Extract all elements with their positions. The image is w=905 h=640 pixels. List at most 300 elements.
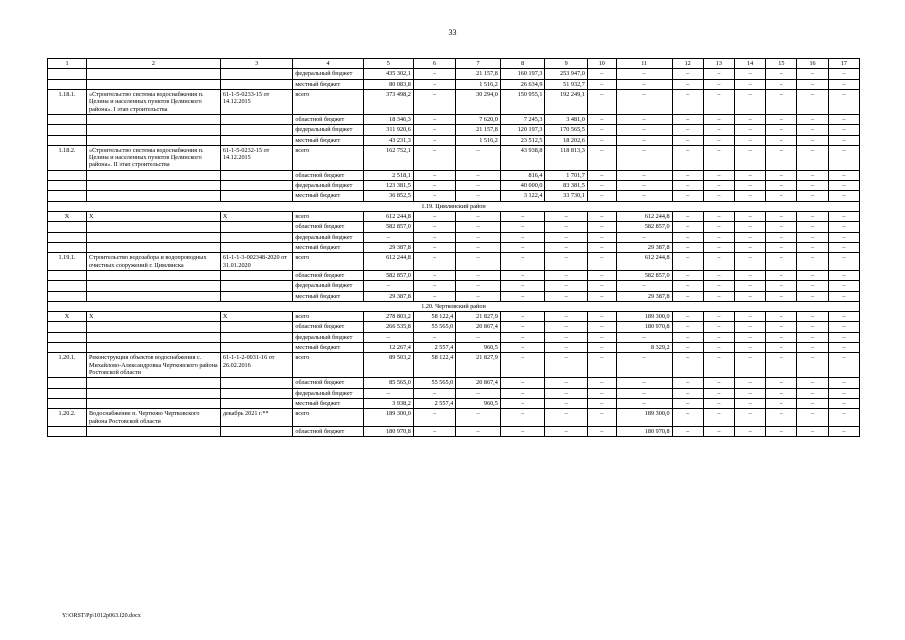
cell-c17: – bbox=[828, 232, 859, 242]
cell-c11: – bbox=[616, 181, 672, 191]
cell-c17: – bbox=[828, 312, 859, 322]
cell-c10: – bbox=[587, 232, 616, 242]
cell-c13: – bbox=[703, 181, 734, 191]
cell-c1 bbox=[48, 332, 87, 342]
cell-c6: 55 565,0 bbox=[413, 322, 455, 332]
cell-c1 bbox=[48, 181, 87, 191]
cell-c17: – bbox=[828, 291, 859, 301]
cell-c16: – bbox=[797, 353, 828, 378]
cell-c6: 2 557,4 bbox=[413, 398, 455, 408]
cell-c9: – bbox=[545, 253, 587, 271]
cell-c2: «Строительство системы водоснабжения п. Целина и населенных пунктов Целинского района». I этап строительства bbox=[87, 89, 221, 114]
cell-c14: – bbox=[735, 125, 766, 135]
cell-c14: – bbox=[735, 426, 766, 436]
cell-c9: – bbox=[545, 322, 587, 332]
cell-c7: 20 867,4 bbox=[456, 378, 501, 388]
cell-c3 bbox=[220, 322, 293, 332]
cell-c10: – bbox=[587, 89, 616, 114]
cell-c11: 189 300,0 bbox=[616, 312, 672, 322]
cell-c11: – bbox=[616, 125, 672, 135]
cell-c11: – bbox=[616, 388, 672, 398]
table-row bbox=[48, 322, 860, 332]
cell-c5: 2 518,1 bbox=[363, 170, 413, 180]
cell-c2: X bbox=[87, 212, 221, 222]
cell-c9: – bbox=[545, 409, 587, 427]
cell-c6: – bbox=[413, 409, 455, 427]
table-row bbox=[48, 212, 860, 222]
budget-table bbox=[47, 58, 860, 437]
table-row bbox=[48, 343, 860, 353]
cell-c16: – bbox=[797, 242, 828, 252]
cell-c7: – bbox=[456, 212, 501, 222]
table-row bbox=[48, 253, 860, 271]
cell-c13: – bbox=[703, 343, 734, 353]
cell-c1 bbox=[48, 322, 87, 332]
table-row bbox=[48, 79, 860, 89]
cell-c17: – bbox=[828, 426, 859, 436]
cell-c16: – bbox=[797, 312, 828, 322]
cell-c8: – bbox=[500, 212, 545, 222]
cell-c9: 170 565,5 bbox=[545, 125, 587, 135]
cell-c7: – bbox=[456, 332, 501, 342]
cell-c10: – bbox=[587, 125, 616, 135]
cell-c14: – bbox=[735, 322, 766, 332]
cell-c8: 23 512,5 bbox=[500, 135, 545, 145]
table-row bbox=[48, 222, 860, 232]
cell-c4: областной бюджет bbox=[293, 222, 363, 232]
cell-c16: – bbox=[797, 388, 828, 398]
cell-c17: – bbox=[828, 409, 859, 427]
cell-c15: – bbox=[766, 353, 797, 378]
cell-c16: – bbox=[797, 398, 828, 408]
cell-c14: – bbox=[735, 222, 766, 232]
cell-c5: 189 300,0 bbox=[363, 409, 413, 427]
cell-c12: – bbox=[672, 291, 703, 301]
cell-c12: – bbox=[672, 114, 703, 124]
table-header bbox=[48, 59, 860, 69]
cell-c7: – bbox=[456, 191, 501, 201]
cell-c15: – bbox=[766, 332, 797, 342]
cell-c14: – bbox=[735, 270, 766, 280]
cell-c14: – bbox=[735, 69, 766, 79]
cell-c15: – bbox=[766, 232, 797, 242]
cell-c11: 189 300,0 bbox=[616, 409, 672, 427]
table-row bbox=[48, 242, 860, 252]
cell-c4: областной бюджет bbox=[293, 322, 363, 332]
cell-c4: всего bbox=[293, 353, 363, 378]
cell-c7: 1 516,2 bbox=[456, 79, 501, 89]
cell-c13: – bbox=[703, 281, 734, 291]
table-row bbox=[48, 181, 860, 191]
cell-c10: – bbox=[587, 398, 616, 408]
cell-c1 bbox=[48, 388, 87, 398]
cell-c8: – bbox=[500, 322, 545, 332]
cell-c14: – bbox=[735, 242, 766, 252]
cell-c8: – bbox=[500, 343, 545, 353]
cell-c16: – bbox=[797, 145, 828, 170]
cell-c4: всего bbox=[293, 312, 363, 322]
cell-c11: – bbox=[616, 353, 672, 378]
cell-c16: – bbox=[797, 114, 828, 124]
cell-c9: – bbox=[545, 343, 587, 353]
cell-c11: 180 970,8 bbox=[616, 322, 672, 332]
cell-c4: всего bbox=[293, 409, 363, 427]
cell-c15: – bbox=[766, 170, 797, 180]
cell-c3 bbox=[220, 69, 293, 79]
table-row bbox=[48, 353, 860, 378]
cell-c16: – bbox=[797, 181, 828, 191]
cell-c15: – bbox=[766, 291, 797, 301]
cell-c9: 18 202,6 bbox=[545, 135, 587, 145]
cell-c4: федеральный бюджет bbox=[293, 388, 363, 398]
cell-c10: – bbox=[587, 145, 616, 170]
cell-c17: – bbox=[828, 135, 859, 145]
cell-c3 bbox=[220, 332, 293, 342]
cell-c3 bbox=[220, 378, 293, 388]
cell-c2 bbox=[87, 388, 221, 398]
cell-c5: 12 267,4 bbox=[363, 343, 413, 353]
cell-c12: – bbox=[672, 135, 703, 145]
table-row bbox=[48, 145, 860, 170]
cell-c9: – bbox=[545, 222, 587, 232]
cell-c7: – bbox=[456, 270, 501, 280]
cell-c11: 180 970,8 bbox=[616, 426, 672, 436]
cell-c15: – bbox=[766, 281, 797, 291]
cell-c16: – bbox=[797, 409, 828, 427]
cell-c5: 29 387,8 bbox=[363, 242, 413, 252]
cell-c12: – bbox=[672, 191, 703, 201]
cell-c9: – bbox=[545, 291, 587, 301]
cell-c14: – bbox=[735, 332, 766, 342]
table-row bbox=[48, 114, 860, 124]
cell-c13: – bbox=[703, 135, 734, 145]
cell-c13: – bbox=[703, 270, 734, 280]
cell-c17: – bbox=[828, 181, 859, 191]
cell-c14: – bbox=[735, 353, 766, 378]
cell-c7: 960,5 bbox=[456, 398, 501, 408]
cell-c9: – bbox=[545, 353, 587, 378]
cell-c12: – bbox=[672, 281, 703, 291]
cell-c8: – bbox=[500, 253, 545, 271]
cell-c3 bbox=[220, 242, 293, 252]
cell-c9: – bbox=[545, 212, 587, 222]
cell-c15: – bbox=[766, 89, 797, 114]
cell-c4: местный бюджет bbox=[293, 135, 363, 145]
cell-c17: – bbox=[828, 170, 859, 180]
cell-c10: – bbox=[587, 253, 616, 271]
table-row bbox=[48, 135, 860, 145]
cell-c4: местный бюджет bbox=[293, 291, 363, 301]
cell-c2: Водоснабжение п. Чертково Чертковского района Ростовской области bbox=[87, 409, 221, 427]
cell-c5: 80 083,8 bbox=[363, 79, 413, 89]
cell-c17: – bbox=[828, 191, 859, 201]
cell-c5: 582 857,0 bbox=[363, 222, 413, 232]
column-number-11: 11 bbox=[616, 59, 672, 69]
table-row bbox=[48, 388, 860, 398]
cell-c14: – bbox=[735, 135, 766, 145]
cell-c2: Реконструкция объектов водоснабжения с. Михайлово-Александровка Чертковского района Ростовской области bbox=[87, 353, 221, 378]
cell-c14: – bbox=[735, 170, 766, 180]
cell-c1 bbox=[48, 343, 87, 353]
cell-c8: – bbox=[500, 388, 545, 398]
cell-c7: – bbox=[456, 281, 501, 291]
cell-c11: – bbox=[616, 232, 672, 242]
cell-c6: 58 122,4 bbox=[413, 312, 455, 322]
cell-c6: – bbox=[413, 135, 455, 145]
cell-c9: – bbox=[545, 426, 587, 436]
cell-c5: 582 857,0 bbox=[363, 270, 413, 280]
cell-c8: – bbox=[500, 291, 545, 301]
cell-c13: – bbox=[703, 398, 734, 408]
column-number-12: 12 bbox=[672, 59, 703, 69]
cell-c13: – bbox=[703, 242, 734, 252]
cell-c12: – bbox=[672, 79, 703, 89]
cell-c5: 3 938,2 bbox=[363, 398, 413, 408]
cell-c14: – bbox=[735, 232, 766, 242]
cell-c10: – bbox=[587, 281, 616, 291]
cell-c12: – bbox=[672, 145, 703, 170]
cell-c16: – bbox=[797, 332, 828, 342]
cell-c16: – bbox=[797, 322, 828, 332]
cell-c12: – bbox=[672, 232, 703, 242]
cell-c8: – bbox=[500, 232, 545, 242]
cell-c13: – bbox=[703, 145, 734, 170]
table-row bbox=[48, 170, 860, 180]
column-number-9: 9 bbox=[545, 59, 587, 69]
cell-c9: – bbox=[545, 270, 587, 280]
cell-c6: – bbox=[413, 145, 455, 170]
column-number-17: 17 bbox=[828, 59, 859, 69]
cell-c12: – bbox=[672, 222, 703, 232]
cell-c10: – bbox=[587, 353, 616, 378]
cell-c16: – bbox=[797, 270, 828, 280]
cell-c15: – bbox=[766, 312, 797, 322]
cell-c17: – bbox=[828, 343, 859, 353]
cell-c6: – bbox=[413, 253, 455, 271]
column-number-5: 5 bbox=[363, 59, 413, 69]
cell-c11: 612 244,8 bbox=[616, 253, 672, 271]
cell-c13: – bbox=[703, 79, 734, 89]
cell-c3 bbox=[220, 191, 293, 201]
cell-c3: 61-1-1-3-002348-2020 от 31.01.2020 bbox=[220, 253, 293, 271]
cell-c3 bbox=[220, 270, 293, 280]
table-row bbox=[48, 232, 860, 242]
cell-c9: – bbox=[545, 281, 587, 291]
cell-c10: – bbox=[587, 270, 616, 280]
cell-c7: – bbox=[456, 145, 501, 170]
table-row bbox=[48, 291, 860, 301]
cell-c7: – bbox=[456, 222, 501, 232]
cell-c2 bbox=[87, 114, 221, 124]
cell-c6: – bbox=[413, 232, 455, 242]
cell-c2: X bbox=[87, 312, 221, 322]
cell-c5: 162 752,1 bbox=[363, 145, 413, 170]
cell-c5: 85 565,0 bbox=[363, 378, 413, 388]
column-number-4: 4 bbox=[293, 59, 363, 69]
cell-c1 bbox=[48, 242, 87, 252]
cell-c7: – bbox=[456, 409, 501, 427]
cell-c4: местный бюджет bbox=[293, 398, 363, 408]
cell-c3: 61-1-1-2-0031-16 от 26.02.2016 bbox=[220, 353, 293, 378]
cell-c14: – bbox=[735, 89, 766, 114]
cell-c11: – bbox=[616, 191, 672, 201]
cell-c1: 1.20.2. bbox=[48, 409, 87, 427]
cell-c16: – bbox=[797, 89, 828, 114]
cell-c15: – bbox=[766, 212, 797, 222]
cell-c9: – bbox=[545, 378, 587, 388]
cell-c5: 89 503,2 bbox=[363, 353, 413, 378]
cell-c6: – bbox=[413, 222, 455, 232]
cell-c5: 29 387,8 bbox=[363, 291, 413, 301]
cell-c10: – bbox=[587, 426, 616, 436]
cell-c13: – bbox=[703, 409, 734, 427]
cell-c8: – bbox=[500, 353, 545, 378]
cell-c1: 1.18.1. bbox=[48, 89, 87, 114]
cell-c9: 33 730,1 bbox=[545, 191, 587, 201]
cell-c11: 8 329,2 bbox=[616, 343, 672, 353]
cell-c3 bbox=[220, 343, 293, 353]
cell-c4: федеральный бюджет bbox=[293, 181, 363, 191]
cell-c17: – bbox=[828, 69, 859, 79]
cell-c7: – bbox=[456, 181, 501, 191]
cell-c12: – bbox=[672, 181, 703, 191]
cell-c5: 36 852,5 bbox=[363, 191, 413, 201]
cell-c6: – bbox=[413, 69, 455, 79]
cell-c7: – bbox=[456, 426, 501, 436]
cell-c10: – bbox=[587, 222, 616, 232]
column-number-6: 6 bbox=[413, 59, 455, 69]
cell-c3: 61-1-5-0232-15 от 14.12.2015 bbox=[220, 145, 293, 170]
cell-c16: – bbox=[797, 378, 828, 388]
cell-c13: – bbox=[703, 353, 734, 378]
cell-c2: «Строительство системы водоснабжения п. Целина и населенных пунктов Целинского района». II этап строительства bbox=[87, 145, 221, 170]
cell-c2 bbox=[87, 322, 221, 332]
cell-c15: – bbox=[766, 69, 797, 79]
cell-c17: – bbox=[828, 388, 859, 398]
cell-c16: – bbox=[797, 291, 828, 301]
cell-c6: – bbox=[413, 270, 455, 280]
cell-c7: – bbox=[456, 242, 501, 252]
table-row bbox=[48, 398, 860, 408]
cell-c6: – bbox=[413, 291, 455, 301]
cell-c7: 21 157,8 bbox=[456, 125, 501, 135]
table-row bbox=[48, 332, 860, 342]
cell-c15: – bbox=[766, 322, 797, 332]
cell-c12: – bbox=[672, 332, 703, 342]
cell-c11: 29 387,8 bbox=[616, 291, 672, 301]
cell-c4: всего bbox=[293, 89, 363, 114]
cell-c14: – bbox=[735, 312, 766, 322]
cell-c14: – bbox=[735, 281, 766, 291]
cell-c11: – bbox=[616, 89, 672, 114]
cell-c4: местный бюджет bbox=[293, 79, 363, 89]
cell-c1 bbox=[48, 426, 87, 436]
column-number-7: 7 bbox=[456, 59, 501, 69]
cell-c16: – bbox=[797, 170, 828, 180]
cell-c3 bbox=[220, 398, 293, 408]
cell-c1: 1.20.1. bbox=[48, 353, 87, 378]
cell-c8: 816,4 bbox=[500, 170, 545, 180]
cell-c17: – bbox=[828, 322, 859, 332]
cell-c15: – bbox=[766, 242, 797, 252]
cell-c11: – bbox=[616, 135, 672, 145]
cell-c14: – bbox=[735, 191, 766, 201]
column-number-8: 8 bbox=[500, 59, 545, 69]
cell-c5: 311 920,6 bbox=[363, 125, 413, 135]
table-row bbox=[48, 191, 860, 201]
cell-c16: – bbox=[797, 343, 828, 353]
cell-c7: 21 827,9 bbox=[456, 312, 501, 322]
cell-c1 bbox=[48, 232, 87, 242]
cell-c1 bbox=[48, 222, 87, 232]
cell-c13: – bbox=[703, 89, 734, 114]
cell-c1 bbox=[48, 191, 87, 201]
document-footer-path: Y:\ORST\Pp\1012p063.f20.docx bbox=[62, 613, 141, 619]
cell-c15: – bbox=[766, 409, 797, 427]
cell-c7: – bbox=[456, 388, 501, 398]
cell-c13: – bbox=[703, 232, 734, 242]
cell-c1 bbox=[48, 270, 87, 280]
cell-c11: – bbox=[616, 378, 672, 388]
cell-c2 bbox=[87, 69, 221, 79]
cell-c14: – bbox=[735, 388, 766, 398]
cell-c11: 612 244,8 bbox=[616, 212, 672, 222]
cell-c13: – bbox=[703, 212, 734, 222]
table-row bbox=[48, 270, 860, 280]
cell-c13: – bbox=[703, 322, 734, 332]
cell-c1 bbox=[48, 69, 87, 79]
cell-c1 bbox=[48, 135, 87, 145]
cell-c15: – bbox=[766, 426, 797, 436]
cell-c2: Строительство водозабора и водопроводных очистных сооружений г. Цимлянска bbox=[87, 253, 221, 271]
cell-c10: – bbox=[587, 191, 616, 201]
cell-c11: – bbox=[616, 79, 672, 89]
cell-c6: – bbox=[413, 79, 455, 89]
cell-c5: 435 302,1 bbox=[363, 69, 413, 79]
cell-c2 bbox=[87, 125, 221, 135]
cell-c7: – bbox=[456, 253, 501, 271]
cell-c9: – bbox=[545, 398, 587, 408]
table-row bbox=[48, 281, 860, 291]
cell-c15: – bbox=[766, 388, 797, 398]
cell-c8: – bbox=[500, 426, 545, 436]
cell-c8: 3 122,4 bbox=[500, 191, 545, 201]
cell-c15: – bbox=[766, 181, 797, 191]
cell-c13: – bbox=[703, 312, 734, 322]
cell-c16: – bbox=[797, 191, 828, 201]
cell-c8: – bbox=[500, 409, 545, 427]
cell-c11: – bbox=[616, 332, 672, 342]
cell-c17: – bbox=[828, 398, 859, 408]
cell-c15: – bbox=[766, 145, 797, 170]
cell-c10: – bbox=[587, 181, 616, 191]
cell-c3 bbox=[220, 232, 293, 242]
cell-c5: 612 244,8 bbox=[363, 212, 413, 222]
page-number: 33 bbox=[448, 28, 457, 37]
cell-c13: – bbox=[703, 69, 734, 79]
cell-c13: – bbox=[703, 291, 734, 301]
cell-c8: – bbox=[500, 398, 545, 408]
cell-c4: областной бюджет bbox=[293, 114, 363, 124]
column-number-16: 16 bbox=[797, 59, 828, 69]
cell-c4: федеральный бюджет bbox=[293, 281, 363, 291]
cell-c1: 1.19.1. bbox=[48, 253, 87, 271]
cell-c3 bbox=[220, 388, 293, 398]
cell-c15: – bbox=[766, 253, 797, 271]
cell-c17: – bbox=[828, 353, 859, 378]
cell-c1: 1.18.2. bbox=[48, 145, 87, 170]
cell-c16: – bbox=[797, 426, 828, 436]
